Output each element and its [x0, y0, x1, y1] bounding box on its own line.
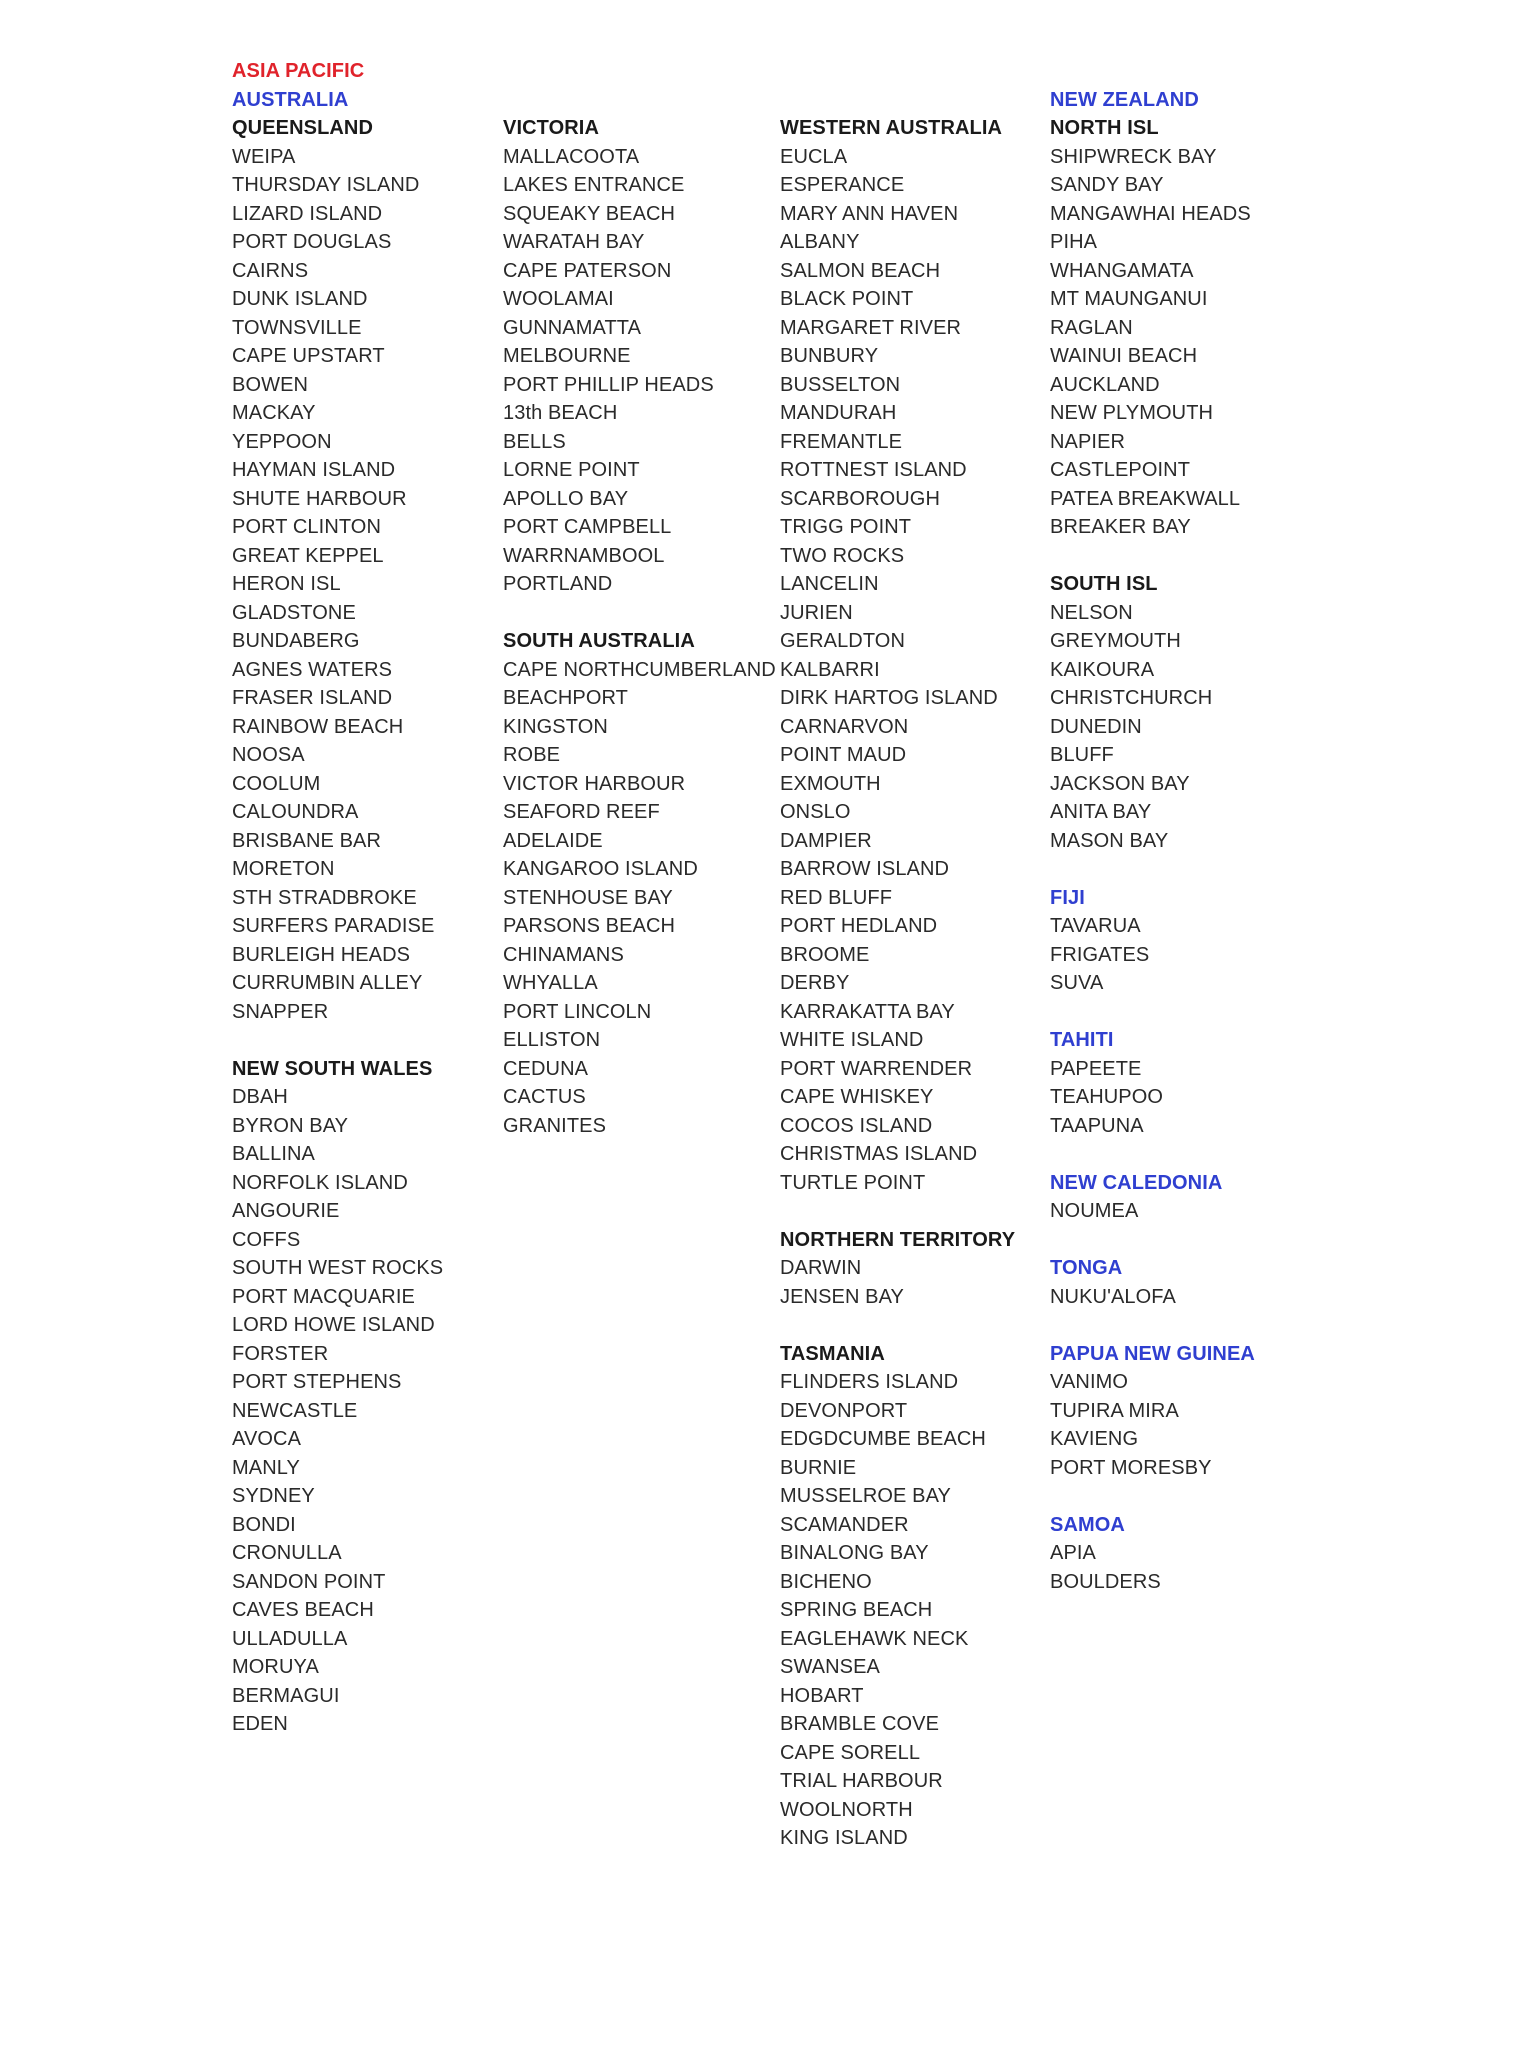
spot-list-new-caledonia	[1050, 1197, 1255, 1226]
spot-name: CAVES BEACH	[232, 1599, 374, 1621]
spot-list-north-isl	[1050, 143, 1255, 542]
section-south-australia	[503, 627, 776, 1140]
spot-name: CAPE SORELL	[780, 1741, 921, 1764]
spot-list-victoria	[503, 143, 776, 599]
section-heading-tasmania: TASMANIA	[780, 1342, 885, 1365]
spot-name: NELSON	[1050, 601, 1133, 624]
spot-name: NEW PLYMOUTH	[1050, 402, 1214, 424]
spot-name: LORNE POINT	[503, 459, 640, 481]
spot-name: AVOCA	[232, 1428, 302, 1450]
spot-name: PORT MORESBY	[1050, 1456, 1212, 1479]
spot-name: BLACK POINT	[780, 288, 914, 310]
spot-name: PARSONS BEACH	[503, 915, 676, 937]
spot-name: SQUEAKY BEACH	[503, 202, 676, 225]
spot-name: EDGDCUMBE BEACH	[780, 1428, 986, 1450]
spot-name: MORETON	[232, 858, 335, 880]
spacer	[503, 599, 776, 628]
spot-name: SPRING BEACH	[780, 1599, 933, 1621]
spot-name: ROTTNEST ISLAND	[780, 459, 967, 481]
spacer	[503, 57, 776, 86]
spot-name: MORUYA	[232, 1656, 319, 1678]
spot-name: NOUMEA	[1050, 1200, 1139, 1222]
spacer	[1050, 1482, 1255, 1511]
section-south-isl	[1050, 570, 1255, 855]
spot-name: WHITE ISLAND	[780, 1029, 924, 1051]
spot-name: FORSTER	[232, 1342, 329, 1365]
spot-name: DERBY	[780, 972, 850, 994]
spot-name: DBAH	[232, 1086, 288, 1108]
spot-name: COOLUM	[232, 772, 321, 795]
spot-list-new-south-wales	[232, 1083, 443, 1739]
spot-name: PORT STEPHENS	[232, 1371, 402, 1393]
spot-name: CAPE NORTHCUMBERLAND	[503, 658, 776, 681]
section-samoa	[1050, 1511, 1255, 1597]
country-heading-australia: AUSTRALIA	[232, 88, 349, 111]
spot-name: TRIAL HARBOUR	[780, 1770, 943, 1792]
section-tasmania	[780, 1340, 1015, 1853]
spot-name: SALMON BEACH	[780, 259, 941, 282]
spot-name: MACKAY	[232, 402, 316, 424]
spot-name: BYRON BAY	[232, 1114, 349, 1137]
spot-name: MARGARET RIVER	[780, 316, 962, 339]
section-papua-new-guinea	[1050, 1340, 1255, 1483]
spot-name: BICHENO	[780, 1570, 872, 1593]
country-heading-tahiti: TAHITI	[1050, 1029, 1114, 1051]
section-new-caledonia	[1050, 1169, 1255, 1226]
spot-name: PORT DOUGLAS	[232, 231, 392, 253]
spot-list-south-isl	[1050, 599, 1255, 856]
spot-name: PORT CLINTON	[232, 516, 382, 538]
spacer	[780, 57, 1015, 86]
spot-name: COFFS	[232, 1228, 301, 1251]
spot-name: CEDUNA	[503, 1057, 589, 1080]
section-queensland	[232, 114, 443, 1026]
section-heading-victoria: VICTORIA	[503, 117, 599, 139]
spot-name: CAPE WHISKEY	[780, 1086, 934, 1108]
spot-name: BUSSELTON	[780, 373, 901, 396]
spot-name: STENHOUSE BAY	[503, 886, 673, 909]
spot-name: PORT MACQUARIE	[232, 1285, 415, 1308]
spot-name: MASON BAY	[1050, 829, 1169, 852]
spot-name: MARY ANN HAVEN	[780, 202, 959, 225]
spot-name: SNAPPER	[232, 1000, 329, 1023]
spot-name: MALLACOOTA	[503, 145, 640, 168]
spot-name: THURSDAY ISLAND	[232, 174, 420, 196]
spot-name: NUKU'ALOFA	[1050, 1285, 1176, 1308]
spot-name: EUCLA	[780, 145, 848, 168]
spot-name: WARATAH BAY	[503, 231, 645, 253]
spot-list-papua-new-guinea	[1050, 1368, 1255, 1482]
spot-name: MELBOURNE	[503, 345, 631, 367]
spot-name: SCAMANDER	[780, 1513, 909, 1536]
section-heading-south-australia: SOUTH AUSTRALIA	[503, 630, 695, 652]
country-heading-new-caledonia: NEW CALEDONIA	[1050, 1171, 1223, 1194]
spot-name: POINT MAUD	[780, 744, 907, 766]
spot-name: BERMAGUI	[232, 1684, 340, 1707]
spot-name: WHANGAMATA	[1050, 259, 1194, 282]
spacer	[1050, 1226, 1255, 1255]
spot-name: CAPE UPSTART	[232, 345, 385, 367]
spot-name: KING ISLAND	[780, 1827, 908, 1849]
spot-name: DARWIN	[780, 1257, 862, 1279]
section-victoria	[503, 114, 776, 599]
spot-name: SHIPWRECK BAY	[1050, 145, 1217, 168]
spot-name: NEWCASTLE	[232, 1399, 358, 1422]
spot-name: LIZARD ISLAND	[232, 202, 383, 225]
section-heading-queensland: QUEENSLAND	[232, 117, 374, 139]
spot-name: HAYMAN ISLAND	[232, 459, 396, 481]
spot-name: TUPIRA MIRA	[1050, 1399, 1179, 1422]
spot-name: VICTOR HARBOUR	[503, 772, 686, 795]
spot-list-samoa	[1050, 1539, 1255, 1596]
spot-name: LAKES ENTRANCE	[503, 174, 685, 196]
spot-name: TRIGG POINT	[780, 516, 912, 538]
spot-name: PORT HEDLAND	[780, 915, 938, 937]
spot-name: TEAHUPOO	[1050, 1086, 1164, 1108]
spot-name: APIA	[1050, 1542, 1096, 1564]
spot-name: ALBANY	[780, 231, 860, 253]
section-tahiti	[1050, 1026, 1255, 1140]
spot-list-western-australia	[780, 143, 1015, 1198]
spot-name: KALBARRI	[780, 658, 880, 681]
spot-name: NAPIER	[1050, 430, 1126, 453]
spot-name: AGNES WATERS	[232, 658, 393, 681]
spot-name: PORT PHILLIP HEADS	[503, 373, 714, 396]
spot-name: ELLISTON	[503, 1029, 601, 1051]
spot-name: BARROW ISLAND	[780, 858, 950, 880]
section-heading-new-south-wales: NEW SOUTH WALES	[232, 1057, 433, 1080]
column-3	[780, 57, 1015, 1853]
section-heading-northern-territory: NORTHERN TERRITORY	[780, 1228, 1016, 1251]
spot-name: GREYMOUTH	[1050, 630, 1181, 652]
spot-name: WEIPA	[232, 145, 296, 168]
country-heading-tonga: TONGA	[1050, 1257, 1123, 1279]
spot-name: KANGAROO ISLAND	[503, 858, 698, 880]
section-heading-south-isl: SOUTH ISL	[1050, 573, 1158, 595]
spot-list-fiji	[1050, 912, 1255, 998]
spot-name: CACTUS	[503, 1086, 586, 1108]
spot-name: ROBE	[503, 744, 561, 766]
spot-name: GERALDTON	[780, 630, 906, 652]
spot-name: HOBART	[780, 1684, 864, 1707]
spot-name: DUNK ISLAND	[232, 288, 368, 310]
spot-name: BUNBURY	[780, 345, 879, 367]
spot-name: MUSSELROE BAY	[780, 1485, 951, 1507]
column-4	[1050, 86, 1255, 1597]
spot-name: BALLINA	[232, 1143, 315, 1165]
spot-name: WOOLNORTH	[780, 1798, 913, 1821]
spacer	[1050, 855, 1255, 884]
spot-name: CHRISTMAS ISLAND	[780, 1143, 978, 1165]
spot-name: SOUTH WEST ROCKS	[232, 1257, 444, 1279]
spot-list-tahiti	[1050, 1055, 1255, 1141]
spot-name: LANCELIN	[780, 573, 879, 595]
spot-name: FREMANTLE	[780, 430, 903, 453]
spot-name: TURTLE POINT	[780, 1171, 926, 1194]
spacer	[503, 86, 776, 115]
spot-name: BURLEIGH HEADS	[232, 943, 411, 966]
spot-name: FRASER ISLAND	[232, 687, 393, 709]
spot-name: CASTLEPOINT	[1050, 459, 1191, 481]
spot-name: PIHA	[1050, 231, 1098, 253]
spot-name: ONSLO	[780, 801, 851, 823]
spot-name: MANLY	[232, 1456, 300, 1479]
spot-name: EAGLEHAWK NECK	[780, 1627, 969, 1650]
spot-name: ANGOURIE	[232, 1200, 340, 1222]
spot-name: BRISBANE BAR	[232, 829, 382, 852]
spot-name: KARRAKATTA BAY	[780, 1000, 955, 1023]
spot-name: JACKSON BAY	[1050, 772, 1190, 795]
spot-name: DUNEDIN	[1050, 715, 1142, 738]
spot-name: BINALONG BAY	[780, 1542, 929, 1564]
spot-name: CAPE PATERSON	[503, 259, 672, 282]
spot-name: BEACHPORT	[503, 687, 629, 709]
spot-list-tasmania	[780, 1368, 1015, 1853]
section-heading-western-australia: WESTERN AUSTRALIA	[780, 117, 1003, 139]
spot-name: CARNARVON	[780, 715, 909, 738]
spot-list-queensland	[232, 143, 443, 1027]
spot-name: SANDON POINT	[232, 1570, 386, 1593]
spot-name: ESPERANCE	[780, 174, 905, 196]
spot-name: STH STRADBROKE	[232, 886, 417, 909]
spot-name: KAIKOURA	[1050, 658, 1155, 681]
spot-name: SANDY BAY	[1050, 174, 1164, 196]
spacer	[1050, 1140, 1255, 1169]
spot-name: DIRK HARTOG ISLAND	[780, 687, 998, 709]
spot-name: TWO ROCKS	[780, 544, 905, 567]
spot-name: AUCKLAND	[1050, 373, 1160, 396]
spacer	[1050, 998, 1255, 1027]
spot-name: CHINAMANS	[503, 943, 624, 966]
spot-name: VANIMO	[1050, 1371, 1129, 1393]
spot-name: CURRUMBIN ALLEY	[232, 972, 423, 994]
section-fiji	[1050, 884, 1255, 998]
spot-name: WOOLAMAI	[503, 288, 614, 310]
spot-name: HERON ISL	[232, 573, 341, 595]
spot-name: RAGLAN	[1050, 316, 1133, 339]
spot-name: BLUFF	[1050, 744, 1114, 766]
spot-name: PORT CAMPBELL	[503, 516, 672, 538]
spot-name: PAPEETE	[1050, 1057, 1142, 1080]
spot-name: PATEA BREAKWALL	[1050, 487, 1241, 510]
country-heading-samoa: SAMOA	[1050, 1513, 1125, 1536]
spot-name: BURNIE	[780, 1456, 857, 1479]
country-heading-papua-new-guinea: PAPUA NEW GUINEA	[1050, 1342, 1255, 1365]
spot-name: CRONULLA	[232, 1542, 342, 1564]
spacer	[1050, 542, 1255, 571]
region-heading: ASIA PACIFIC	[232, 60, 365, 82]
spot-name: ADELAIDE	[503, 829, 603, 852]
spacer	[1050, 1311, 1255, 1340]
spot-name: COCOS ISLAND	[780, 1114, 933, 1137]
spot-name: ANITA BAY	[1050, 801, 1152, 823]
spot-name: SHUTE HARBOUR	[232, 487, 407, 510]
spot-name: GRANITES	[503, 1114, 607, 1137]
spot-name: NOOSA	[232, 744, 305, 766]
spacer	[780, 86, 1015, 115]
spot-name: MT MAUNGANUI	[1050, 288, 1208, 310]
spot-name: TOWNSVILLE	[232, 316, 362, 339]
country-heading-new-zealand: NEW ZEALAND	[1050, 88, 1199, 111]
spot-name: BOULDERS	[1050, 1570, 1161, 1593]
spot-name: YEPPOON	[232, 430, 332, 453]
spot-list-tonga	[1050, 1283, 1255, 1312]
spot-name: JENSEN BAY	[780, 1285, 904, 1308]
country-heading-fiji: FIJI	[1050, 886, 1085, 909]
spot-name: CHRISTCHURCH	[1050, 687, 1213, 709]
spot-name: BONDI	[232, 1513, 296, 1536]
spot-name: MANDURAH	[780, 402, 897, 424]
spot-name: EXMOUTH	[780, 772, 881, 795]
spot-name: DAMPIER	[780, 829, 872, 852]
spacer	[780, 1197, 1015, 1226]
section-northern-territory	[780, 1226, 1015, 1312]
column-1	[232, 57, 443, 1739]
section-north-isl	[1050, 114, 1255, 542]
spot-name: WAINUI BEACH	[1050, 345, 1198, 367]
spot-list-northern-territory	[780, 1254, 1015, 1311]
spot-name: RAINBOW BEACH	[232, 715, 404, 738]
spot-name: GLADSTONE	[232, 601, 356, 624]
spot-name: PORT LINCOLN	[503, 1000, 652, 1023]
spot-name: 13th BEACH	[503, 402, 618, 424]
spot-name: SURFERS PARADISE	[232, 915, 435, 937]
spot-name: CAIRNS	[232, 259, 309, 282]
spot-name: CALOUNDRA	[232, 801, 359, 823]
spot-name: TAAPUNA	[1050, 1114, 1144, 1137]
spot-name: NORFOLK ISLAND	[232, 1171, 408, 1194]
section-western-australia	[780, 114, 1015, 1197]
spot-name: DEVONPORT	[780, 1399, 908, 1422]
spot-name: GUNNAMATTA	[503, 316, 642, 339]
section-new-south-wales	[232, 1055, 443, 1739]
spot-name: BRAMBLE COVE	[780, 1713, 940, 1735]
spacer	[232, 1026, 443, 1055]
spot-name: SYDNEY	[232, 1485, 315, 1507]
spot-name: SCARBOROUGH	[780, 487, 941, 510]
spot-name: BREAKER BAY	[1050, 516, 1191, 538]
spot-name: RED BLUFF	[780, 886, 893, 909]
spot-name: LORD HOWE ISLAND	[232, 1314, 435, 1336]
spot-name: MANGAWHAI HEADS	[1050, 202, 1251, 225]
spot-name: ULLADULLA	[232, 1627, 348, 1650]
spot-name: GREAT KEPPEL	[232, 544, 384, 567]
spacer	[780, 1311, 1015, 1340]
spot-name: SUVA	[1050, 972, 1104, 994]
spot-name: APOLLO BAY	[503, 487, 629, 510]
spot-name: TAVARUA	[1050, 915, 1141, 937]
spot-name: PORT WARRENDER	[780, 1057, 973, 1080]
spot-name: BELLS	[503, 430, 566, 453]
spot-list-south-australia	[503, 656, 776, 1141]
spot-name: WARRNAMBOOL	[503, 544, 665, 567]
spot-name: KINGSTON	[503, 715, 608, 738]
spot-name: KAVIENG	[1050, 1428, 1139, 1450]
spot-name: FLINDERS ISLAND	[780, 1371, 959, 1393]
spot-name: FRIGATES	[1050, 943, 1150, 966]
spot-name: SWANSEA	[780, 1656, 880, 1678]
spot-name: JURIEN	[780, 601, 853, 624]
section-heading-north-isl: NORTH ISL	[1050, 117, 1159, 139]
spot-name: BUNDABERG	[232, 630, 360, 652]
column-2	[503, 57, 776, 1140]
section-tonga	[1050, 1254, 1255, 1311]
spot-name: EDEN	[232, 1713, 288, 1735]
spot-name: BOWEN	[232, 373, 309, 396]
spot-name: SEAFORD REEF	[503, 801, 660, 823]
spot-name: WHYALLA	[503, 972, 598, 994]
spot-name: PORTLAND	[503, 573, 613, 595]
spot-name: BROOME	[780, 943, 870, 966]
